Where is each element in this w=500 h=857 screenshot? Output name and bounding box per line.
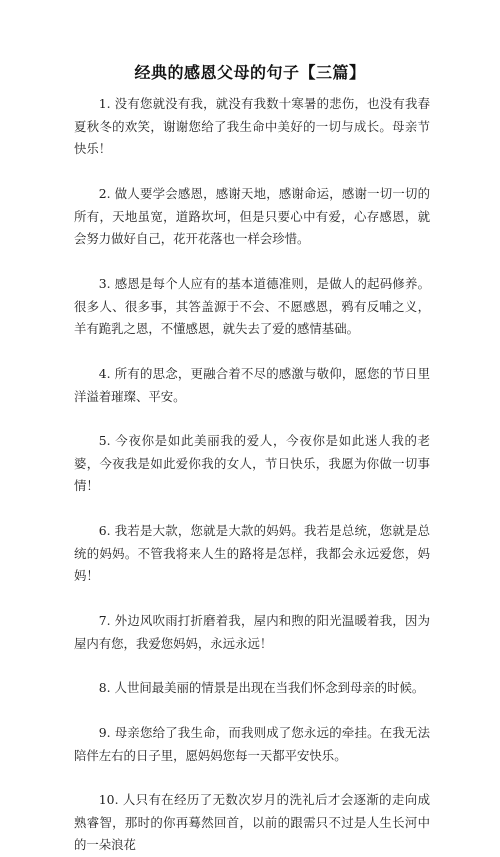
paragraph-10: 10. 人只有在经历了无数次岁月的洗礼后才会逐渐的走向成熟睿智，那时的你再蓦然回首，以前的跟需只不过是人生长河中的一朵浪花 <box>74 792 430 852</box>
paragraph-2: 2. 做人要学会感恩，感谢天地，感谢命运，感谢一切一切的所有，天地虽宽，道路坎坷，但是只要心中有爱，心存感恩，就会努力做好自己，花开花落也一样会珍惜。 <box>74 186 430 246</box>
paragraph-8: 8. 人世间最美丽的情景是出现在当我们怀念到母亲的时候。 <box>98 680 425 695</box>
document-title: 经典的感恩父母的句子【三篇】 <box>134 63 366 82</box>
paragraph-4: 4. 所有的思念，更融合着不尽的感激与敬仰，愿您的节日里洋溢着璀璨、平安。 <box>74 366 430 404</box>
paragraph-9: 9. 母亲您给了我生命，而我则成了您永远的牵挂。在我无法陪伴左右的日子里，愿妈妈您每一天都平安快乐。 <box>74 725 430 763</box>
paragraph-3: 3. 感恩是每个人应有的基本道德准则，是做人的起码修养。很多人、很多事，其答盖源于不会、不愿感恩，鸦有反哺之义，羊有跪乳之恩，不懂感恩，就失去了爱的感情基础。 <box>74 276 430 336</box>
paragraph-7: 7. 外边风吹雨打折磨着我，屋内和煦的阳光温暖着我，因为屋内有您，我爱您妈妈，永远永远！ <box>74 613 430 651</box>
paragraph-1: 1. 没有您就没有我，就没有我数十寒暑的悲伤，也没有我春夏秋冬的欢笑，谢谢您给了我生命中美好的一切与成长。母亲节快乐！ <box>74 96 430 156</box>
paragraph-5: 5. 今夜你是如此美丽我的爱人，今夜你是如此迷人我的老婆，今夜我是如此爱你我的女人，节日快乐，我愿为你做一切事情！ <box>74 433 430 493</box>
paragraph-6: 6. 我若是大款，您就是大款的妈妈。我若是总统，您就是总统的妈妈。不管我将来人生的路将是怎样，我都会永远爱您，妈妈！ <box>74 523 430 583</box>
